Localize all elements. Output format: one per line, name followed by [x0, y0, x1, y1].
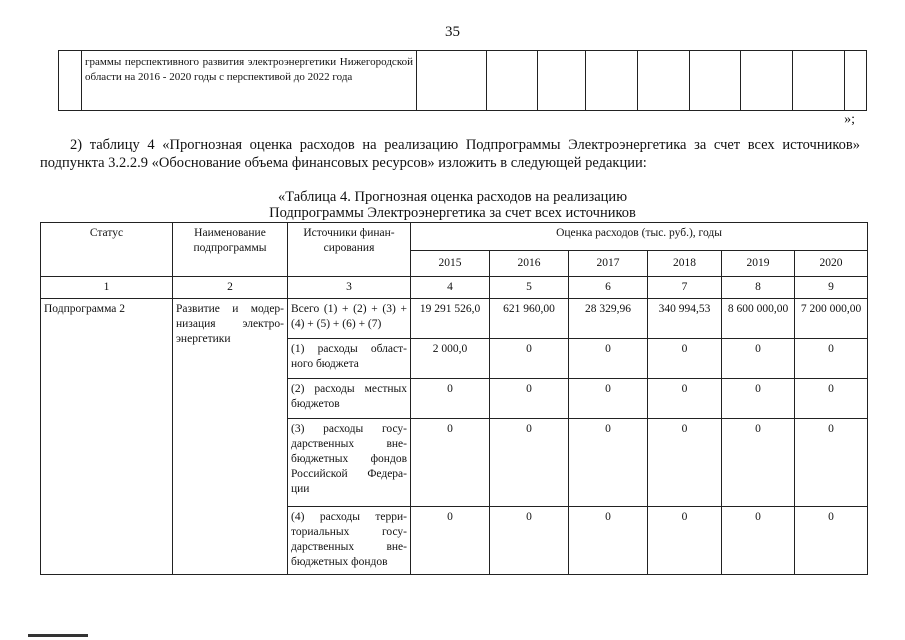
value-cell: 0 [490, 419, 569, 507]
table-caption-line-1: «Таблица 4. Прогнозная оценка расходов на реализацию [277, 189, 628, 205]
table-cell [586, 51, 638, 111]
table-cell [741, 51, 793, 111]
value-cell: 0 [569, 379, 648, 419]
status-cell: Подпрограмма 2 [41, 299, 173, 575]
source-cell: Всего (1) + (2) + (3) + (4) + (5) + (6) + (7) [288, 299, 411, 339]
header-status: Статус [41, 223, 173, 277]
value-cell: 621 960,00 [490, 299, 569, 339]
page-number: 35 [445, 24, 460, 40]
value-cell: 0 [411, 507, 490, 575]
header-year: 2018 [648, 251, 722, 277]
value-cell: 0 [648, 379, 722, 419]
source-cell: (2) расходы местных бюджетов [288, 379, 411, 419]
value-cell: 0 [648, 507, 722, 575]
header-funding-sources: Источники финан-сирования [288, 223, 411, 277]
value-cell: 0 [411, 419, 490, 507]
value-cell: 0 [569, 419, 648, 507]
value-cell: 0 [648, 339, 722, 379]
value-cell: 0 [569, 339, 648, 379]
amendment-paragraph: 2) таблицу 4 «Прогнозная оценка расходов на реализацию Подпрограммы Электроэнергетика за счет всех источников» подпункта 3.2.2.9 «Обоснование объема финансовых ресурсов» изложить в следующей редакции: [40, 137, 860, 171]
header-year: 2016 [490, 251, 569, 277]
closing-quote: »; [844, 112, 855, 127]
value-cell: 0 [722, 339, 795, 379]
column-number: 8 [722, 277, 795, 299]
table-cell [845, 51, 867, 111]
value-cell: 0 [722, 507, 795, 575]
value-cell: 19 291 526,0 [411, 299, 490, 339]
value-cell: 340 994,53 [648, 299, 722, 339]
header-year: 2019 [722, 251, 795, 277]
source-cell: (4) расходы терри-ториальных госу-дарственных вне-бюджетных фондов [288, 507, 411, 575]
header-subprogram-name: Наименование подпрограммы [173, 223, 288, 277]
value-cell: 0 [648, 419, 722, 507]
column-number: 7 [648, 277, 722, 299]
value-cell: 28 329,96 [569, 299, 648, 339]
table-caption-line-2: Подпрограммы Электроэнергетика за счет всех источников [269, 205, 636, 221]
value-cell: 0 [569, 507, 648, 575]
value-cell: 0 [795, 419, 868, 507]
column-number: 1 [41, 277, 173, 299]
column-number: 5 [490, 277, 569, 299]
table-cell [487, 51, 538, 111]
value-cell: 0 [795, 507, 868, 575]
subprogram-name-cell: Развитие и модер-низация электро-энергетики [173, 299, 288, 575]
column-number: 3 [288, 277, 411, 299]
table-cell [638, 51, 690, 111]
table-cell [538, 51, 586, 111]
value-cell: 0 [490, 339, 569, 379]
source-cell: (1) расходы област-ного бюджета [288, 339, 411, 379]
source-cell: (3) расходы госу-дарственных вне-бюджетных фондов Российской Федера-ции [288, 419, 411, 507]
value-cell: 0 [795, 339, 868, 379]
value-cell: 8 600 000,00 [722, 299, 795, 339]
column-number: 2 [173, 277, 288, 299]
table-cell [417, 51, 487, 111]
value-cell: 0 [490, 507, 569, 575]
continuation-table [58, 50, 867, 111]
value-cell: 0 [795, 379, 868, 419]
value-cell: 0 [722, 419, 795, 507]
value-cell: 2 000,0 [411, 339, 490, 379]
table-caption [0, 189, 905, 221]
column-number: 9 [795, 277, 868, 299]
table-cell [59, 51, 82, 111]
header-year: 2017 [569, 251, 648, 277]
expense-table [40, 222, 868, 575]
value-cell: 0 [411, 379, 490, 419]
header-estimate: Оценка расходов (тыс. руб.), годы [411, 223, 868, 251]
value-cell: 0 [722, 379, 795, 419]
column-number: 6 [569, 277, 648, 299]
value-cell: 7 200 000,00 [795, 299, 868, 339]
table-cell [690, 51, 741, 111]
header-year: 2020 [795, 251, 868, 277]
value-cell: 0 [490, 379, 569, 419]
column-number: 4 [411, 277, 490, 299]
table-cell [793, 51, 845, 111]
continuation-text: граммы перспективного развития электроэнергетики Нижегородской области на 2016 - 2020 годы с перспективой до 2022 года [82, 51, 417, 111]
footer-rule [28, 634, 88, 637]
header-year: 2015 [411, 251, 490, 277]
